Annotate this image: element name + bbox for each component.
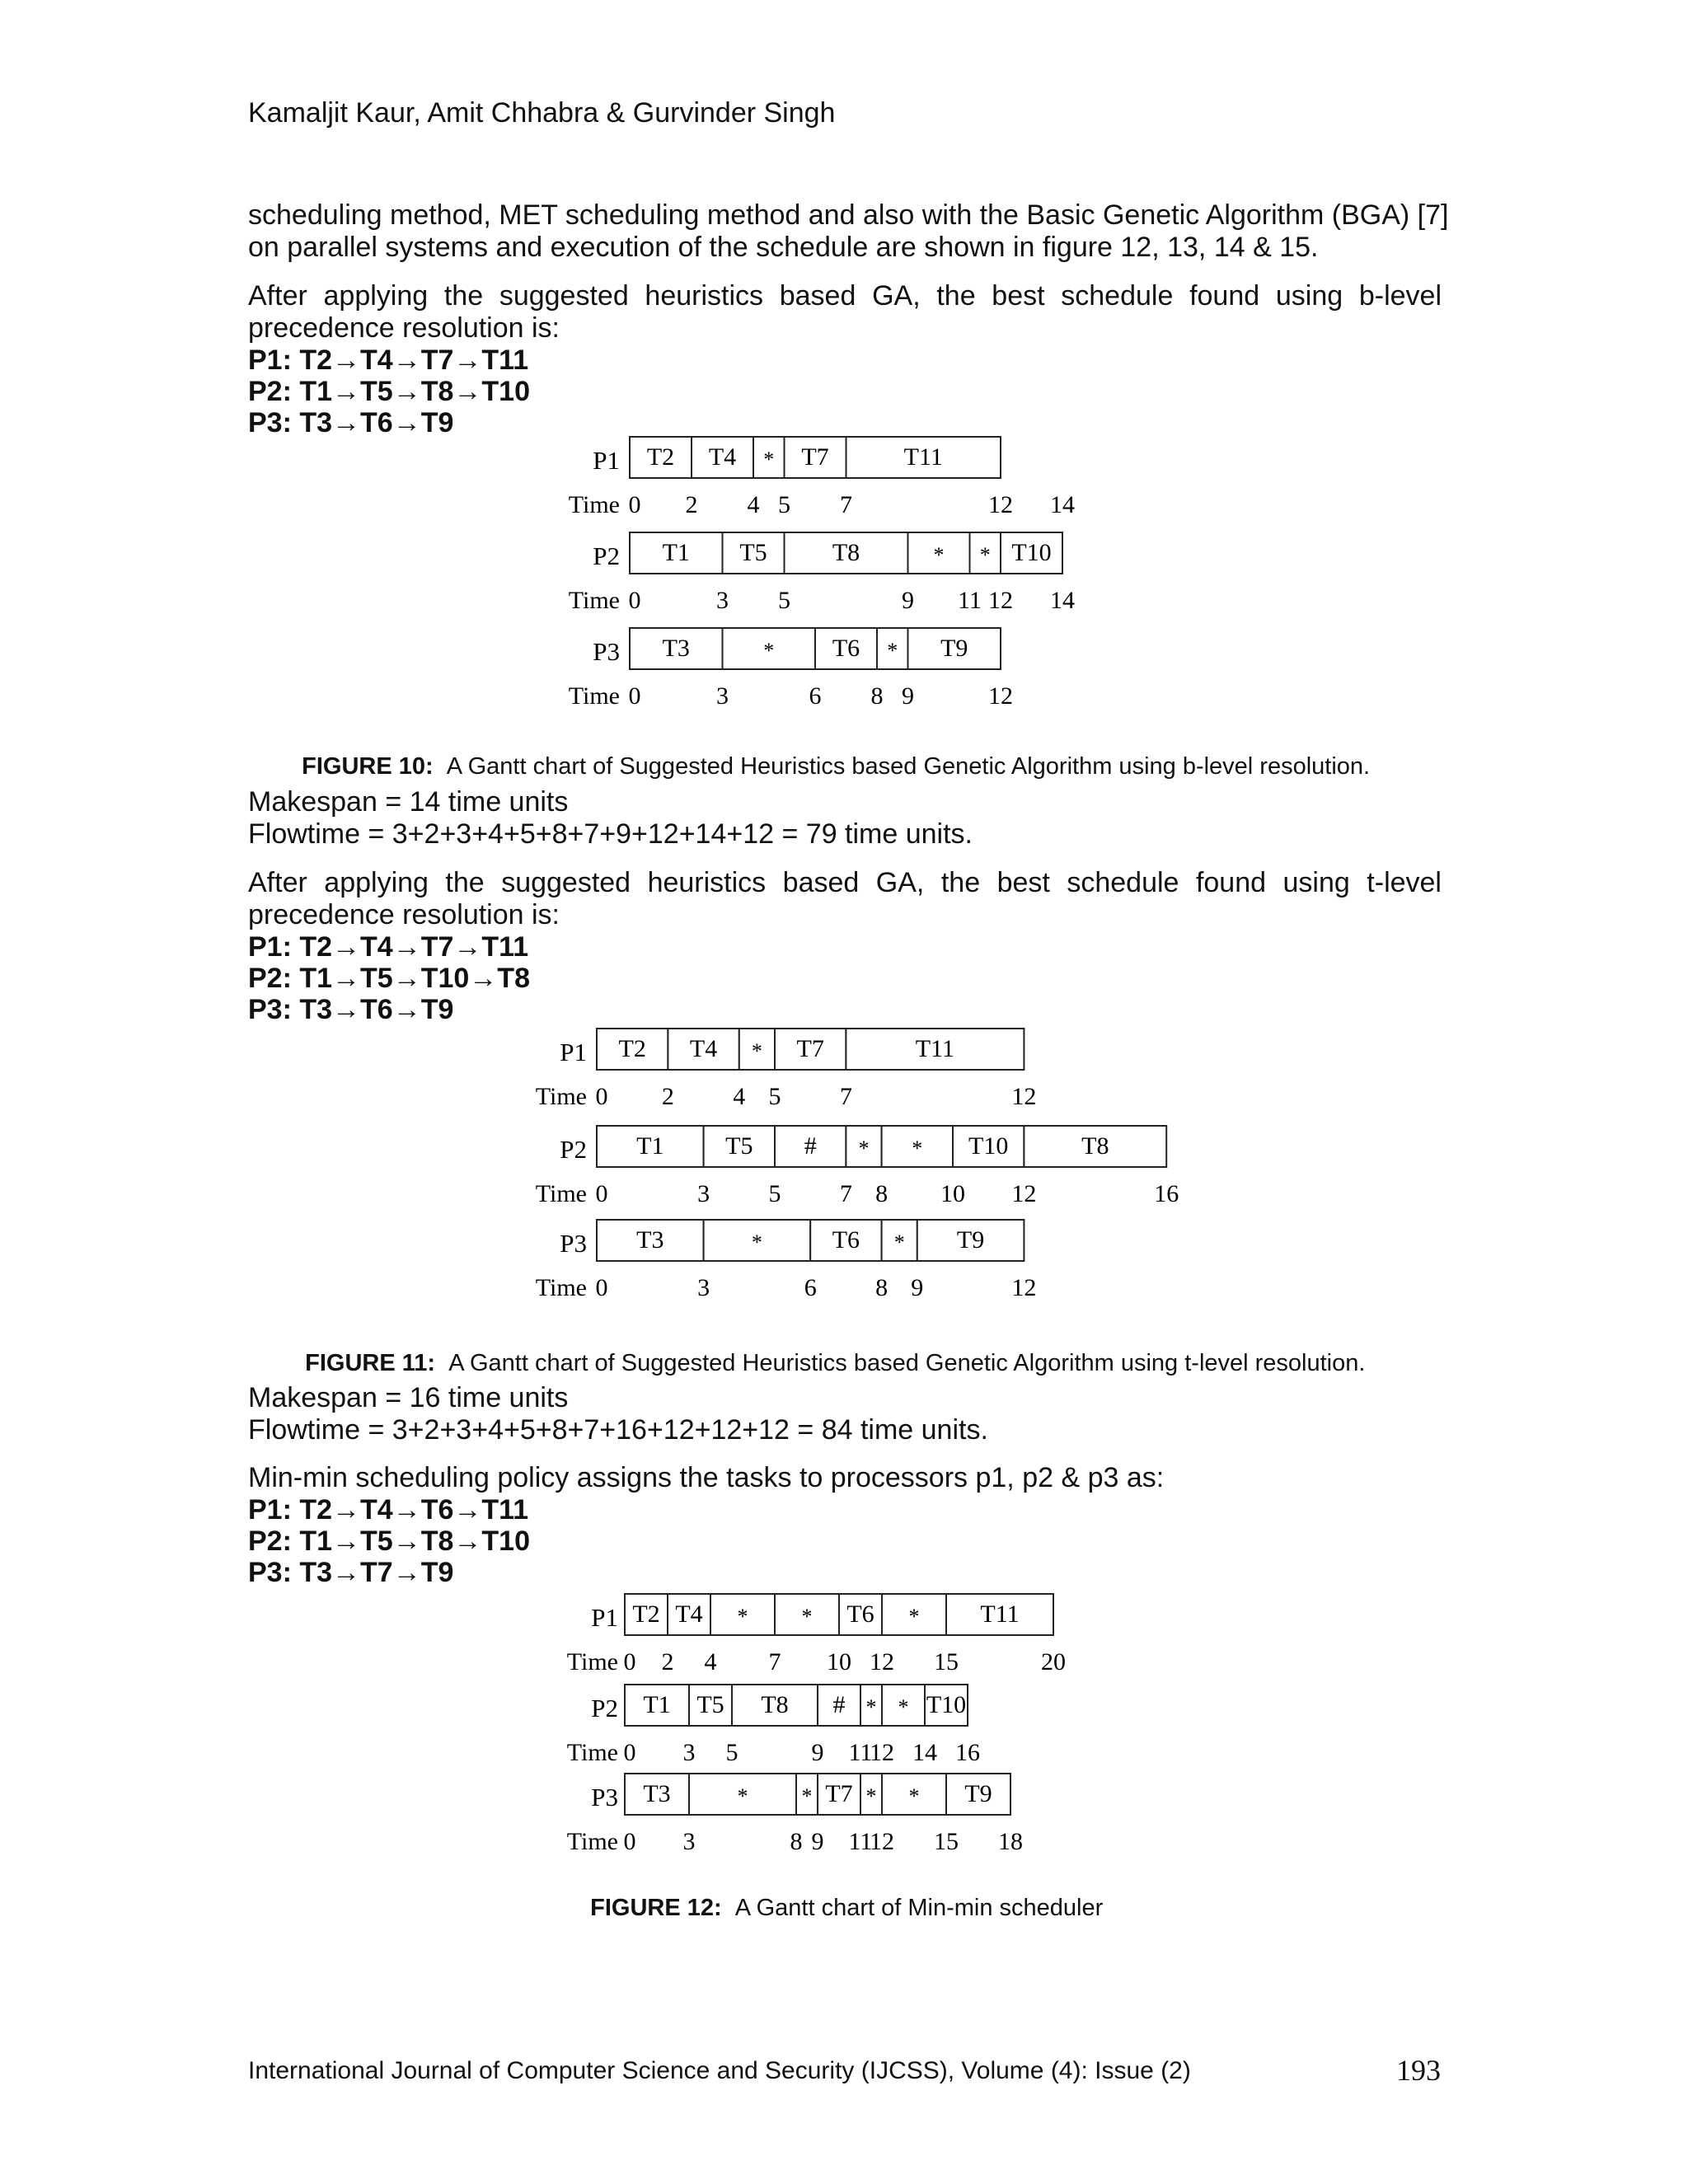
fig10-p3-tick-3: 8 bbox=[870, 682, 884, 710]
fig10-p3-cell-label-1: * bbox=[763, 639, 775, 663]
fig11-p2-cell-label-3: * bbox=[858, 1137, 870, 1160]
fig10-p2-tick-4: 11 bbox=[958, 587, 982, 614]
b-level-makespan: Makespan = 14 time units bbox=[248, 786, 569, 818]
fig11-p2-tick-4: 8 bbox=[875, 1180, 889, 1207]
fig11-p2-cell-label-4: * bbox=[912, 1137, 923, 1160]
fig12-p3-tick-7: 18 bbox=[998, 1828, 1023, 1855]
running-header: Kamaljit Kaur, Amit Chhabra & Gurvinder Singh bbox=[248, 97, 836, 129]
fig11-p1-tick-5: 12 bbox=[1011, 1083, 1037, 1110]
fig11-p2-tick-0: 0 bbox=[595, 1180, 608, 1207]
fig10-p1-cell-label-2: * bbox=[763, 448, 775, 471]
figure-11-text: A Gantt chart of Suggested Heuristics based Genetic Algorithm using t-level resolution. bbox=[448, 1350, 1366, 1376]
fig12-p1-tick-3: 7 bbox=[768, 1648, 781, 1675]
fig12-p2-tick-2: 5 bbox=[725, 1739, 738, 1766]
fig12-p1-cell-label-5: * bbox=[908, 1605, 920, 1629]
fig11-p2-cell-label-1: T5 bbox=[725, 1132, 753, 1160]
fig12-p2-cell-label-0: T1 bbox=[643, 1691, 671, 1718]
fig12-p1-cell-label-6: T11 bbox=[980, 1601, 1020, 1628]
fig11-p3-tick-3: 8 bbox=[875, 1274, 889, 1301]
fig10-p2-tick-3: 9 bbox=[902, 587, 914, 614]
fig11-p2-processor-label: P2 bbox=[560, 1135, 587, 1164]
fig11-p1-processor-label: P1 bbox=[560, 1038, 587, 1066]
intro-line-2: on parallel systems and execution of the schedule are shown in figure 12, 13, 14 & 15. bbox=[248, 232, 1319, 263]
fig12-p2-cell-label-5: * bbox=[898, 1695, 909, 1719]
fig10-p1-cell-label-0: T2 bbox=[646, 443, 675, 471]
fig12-p3-cell-label-5: * bbox=[908, 1784, 920, 1808]
fig12-p1-tick-1: 2 bbox=[661, 1648, 674, 1675]
fig12-p3-tick-4: 11 bbox=[848, 1828, 873, 1855]
fig12-p1-tick-2: 4 bbox=[704, 1648, 717, 1675]
fig11-p3-time-label: Time bbox=[535, 1274, 587, 1301]
page-number: 193 bbox=[1396, 2054, 1441, 2087]
fig11-p2-tick-1: 3 bbox=[697, 1180, 710, 1207]
fig11-p1-cell-label-0: T2 bbox=[618, 1035, 646, 1062]
fig12-p1-tick-4: 10 bbox=[827, 1648, 851, 1675]
fig11-p1-cell-label-4: T11 bbox=[915, 1035, 955, 1062]
fig11-p2-tick-3: 7 bbox=[839, 1180, 852, 1207]
fig10-p2-cell-label-2: T8 bbox=[832, 539, 860, 566]
fig12-p3-tick-1: 3 bbox=[682, 1828, 696, 1855]
fig11-p1-cell-label-3: T7 bbox=[796, 1035, 824, 1062]
t-level-schedule-p1: P1: T2→T4→T7→T11 bbox=[248, 931, 529, 963]
fig10-p1-cell-label-3: T7 bbox=[801, 443, 829, 471]
fig12-p2-processor-label: P2 bbox=[591, 1694, 618, 1722]
fig12-p3-cell-label-1: * bbox=[737, 1784, 748, 1808]
fig12-p2-cell-label-3: # bbox=[832, 1691, 846, 1718]
fig10-p1-tick-5: 12 bbox=[988, 491, 1013, 518]
fig12-p3-tick-0: 0 bbox=[623, 1828, 636, 1855]
fig12-p2-cell-label-2: T8 bbox=[761, 1691, 789, 1718]
fig10-p1-tick-4: 7 bbox=[840, 491, 852, 518]
fig10-p2-processor-label: P2 bbox=[593, 541, 620, 570]
fig12-p1-time-label: Time bbox=[566, 1648, 618, 1675]
min-min-paragraph: Min-min scheduling policy assigns the tasks to processors p1, p2 & p3 as: bbox=[248, 1462, 1165, 1493]
fig12-p2-tick-1: 3 bbox=[682, 1739, 696, 1766]
fig11-p1-tick-0: 0 bbox=[595, 1083, 608, 1110]
fig12-p3-tick-6: 15 bbox=[934, 1828, 959, 1855]
fig12-p1-cell-label-2: * bbox=[737, 1605, 748, 1629]
fig12-p2-tick-3: 9 bbox=[811, 1739, 824, 1766]
fig10-p2-cell-label-1: T5 bbox=[739, 539, 767, 566]
t-level-makespan: Makespan = 16 time units bbox=[248, 1382, 569, 1413]
fig12-p2-cell-label-4: * bbox=[865, 1695, 877, 1719]
b-level-schedule-p2: P2: T1→T5→T8→T10 bbox=[248, 376, 530, 407]
fig10-p1-time-label: Time bbox=[568, 491, 620, 518]
fig11-p3-cell-label-0: T3 bbox=[636, 1226, 664, 1254]
fig12-p1-cell-label-1: T4 bbox=[675, 1601, 703, 1628]
fig12-p1-cell-label-0: T2 bbox=[632, 1601, 660, 1628]
fig10-p3-cell-label-0: T3 bbox=[662, 635, 690, 662]
fig10-p3-tick-5: 12 bbox=[988, 682, 1013, 710]
fig11-p2-time-label: Time bbox=[535, 1180, 587, 1207]
fig12-p3-tick-3: 9 bbox=[811, 1828, 824, 1855]
fig12-p3-tick-5: 12 bbox=[870, 1828, 894, 1855]
t-level-flowtime: Flowtime = 3+2+3+4+5+8+7+16+12+12+12 = 84 time units. bbox=[248, 1414, 988, 1446]
fig12-p3-tick-2: 8 bbox=[790, 1828, 803, 1855]
fig10-p2-tick-1: 3 bbox=[716, 587, 729, 614]
fig11-p3-cell-label-2: T6 bbox=[832, 1226, 860, 1254]
fig11-p2-tick-5: 10 bbox=[940, 1180, 965, 1207]
journal-footer: International Journal of Computer Science and Security (IJCSS), Volume (4): Issue (2) bbox=[248, 2057, 1191, 2084]
fig11-p3-tick-0: 0 bbox=[595, 1274, 608, 1301]
fig10-p1-processor-label: P1 bbox=[593, 446, 620, 475]
fig11-p2-tick-6: 12 bbox=[1011, 1180, 1037, 1207]
fig12-p2-tick-5: 12 bbox=[870, 1739, 894, 1766]
figure-10-label: FIGURE 10: bbox=[302, 753, 434, 780]
fig10-p1-tick-1: 2 bbox=[685, 491, 698, 518]
fig11-p2-cell-label-5: T10 bbox=[968, 1132, 1009, 1160]
fig10-p3-cell-label-4: T9 bbox=[940, 635, 968, 662]
fig11-p1-tick-4: 7 bbox=[839, 1083, 852, 1110]
t-level-schedule-p3: P3: T3→T6→T9 bbox=[248, 994, 454, 1025]
fig10-p2-cell-label-3: * bbox=[933, 543, 945, 567]
fig12-p3-cell-label-2: * bbox=[801, 1784, 813, 1808]
fig10-p1-tick-6: 14 bbox=[1050, 491, 1075, 518]
fig10-p2-time-label: Time bbox=[568, 587, 620, 614]
fig10-p3-tick-2: 6 bbox=[809, 682, 822, 710]
fig10-p2-tick-2: 5 bbox=[778, 587, 790, 614]
fig10-p3-processor-label: P3 bbox=[593, 637, 620, 666]
b-level-paragraph: After applying the suggested heuristics based GA, the best schedule found using b-level precedence resolution is: bbox=[248, 280, 1442, 344]
fig11-p3-tick-4: 9 bbox=[911, 1274, 924, 1301]
fig10-p2-tick-6: 14 bbox=[1050, 587, 1075, 614]
fig10-p3-tick-1: 3 bbox=[716, 682, 729, 710]
fig12-p2-tick-4: 11 bbox=[848, 1739, 873, 1766]
fig12-p2-tick-0: 0 bbox=[623, 1739, 636, 1766]
fig11-p2-cell-label-2: # bbox=[804, 1132, 817, 1160]
b-level-flowtime: Flowtime = 3+2+3+4+5+8+7+9+12+14+12 = 79 time units. bbox=[248, 818, 973, 850]
fig11-p3-cell-label-3: * bbox=[893, 1230, 905, 1254]
fig10-p3-cell-label-3: * bbox=[887, 639, 898, 663]
fig11-p3-tick-5: 12 bbox=[1011, 1274, 1037, 1301]
fig12-p3-cell-label-0: T3 bbox=[643, 1780, 671, 1807]
fig12-p3-cell-label-3: T7 bbox=[825, 1780, 853, 1807]
fig12-p3-time-label: Time bbox=[566, 1828, 618, 1855]
min-min-schedule-p3: P3: T3→T7→T9 bbox=[248, 1557, 454, 1588]
fig11-p2-tick-7: 16 bbox=[1154, 1180, 1179, 1207]
fig10-p1-tick-0: 0 bbox=[628, 491, 641, 518]
fig11-p2-tick-2: 5 bbox=[768, 1180, 781, 1207]
figure-10-text: A Gantt chart of Suggested Heuristics based Genetic Algorithm using b-level resolution. bbox=[446, 753, 1371, 780]
fig11-p3-cell-label-4: T9 bbox=[956, 1226, 985, 1254]
fig12-p2-cell-label-6: T10 bbox=[926, 1691, 967, 1718]
fig12-p2-cell-label-1: T5 bbox=[696, 1691, 724, 1718]
fig12-p1-tick-6: 15 bbox=[934, 1648, 959, 1675]
fig11-p2-cell-label-0: T1 bbox=[636, 1132, 664, 1160]
fig10-p2-tick-0: 0 bbox=[628, 587, 641, 614]
fig10-p1-cell-label-4: T11 bbox=[903, 443, 943, 471]
fig12-p1-tick-7: 20 bbox=[1041, 1648, 1066, 1675]
figure-12-label: FIGURE 12: bbox=[590, 1895, 722, 1921]
fig10-p1-cell-label-1: T4 bbox=[708, 443, 737, 471]
fig12-p1-cell-label-4: T6 bbox=[846, 1601, 874, 1628]
fig11-p1-tick-3: 5 bbox=[768, 1083, 781, 1110]
t-level-schedule-p2: P2: T1→T5→T10→T8 bbox=[248, 963, 530, 994]
fig11-p1-tick-2: 4 bbox=[733, 1083, 746, 1110]
min-min-schedule-p2: P2: T1→T5→T8→T10 bbox=[248, 1526, 530, 1557]
fig11-p3-cell-label-1: * bbox=[751, 1230, 762, 1254]
intro-line-1: scheduling method, MET scheduling method and also with the Basic Genetic Algorithm (BGA) [7] bbox=[248, 199, 1449, 231]
fig10-p2-tick-5: 12 bbox=[988, 587, 1013, 614]
figure-11-label: FIGURE 11: bbox=[305, 1350, 436, 1376]
min-min-schedule-p1: P1: T2→T4→T6→T11 bbox=[248, 1494, 529, 1526]
fig12-p3-cell-label-4: * bbox=[865, 1784, 877, 1808]
t-level-paragraph: After applying the suggested heuristics based GA, the best schedule found using t-level precedence resolution is: bbox=[248, 867, 1442, 930]
fig11-p3-tick-2: 6 bbox=[804, 1274, 817, 1301]
fig12-p1-tick-5: 12 bbox=[870, 1648, 894, 1675]
fig10-p3-cell-label-2: T6 bbox=[832, 635, 860, 662]
fig12-p3-cell-label-6: T9 bbox=[964, 1780, 992, 1807]
fig12-p2-tick-6: 14 bbox=[912, 1739, 937, 1766]
fig12-p3-processor-label: P3 bbox=[591, 1783, 618, 1811]
fig12-p2-time-label: Time bbox=[566, 1739, 618, 1766]
fig10-p2-cell-label-5: T10 bbox=[1011, 539, 1052, 566]
figure-12-caption bbox=[577, 1868, 1103, 1922]
figure-12-text: A Gantt chart of Min-min scheduler bbox=[734, 1895, 1104, 1921]
fig11-p1-time-label: Time bbox=[535, 1083, 587, 1110]
fig10-p2-cell-label-4: * bbox=[979, 543, 991, 567]
fig11-p1-cell-label-2: * bbox=[751, 1039, 762, 1063]
fig11-p3-processor-label: P3 bbox=[560, 1229, 587, 1258]
fig11-p1-tick-1: 2 bbox=[661, 1083, 674, 1110]
fig10-p3-tick-0: 0 bbox=[628, 682, 641, 710]
fig12-p1-processor-label: P1 bbox=[591, 1603, 618, 1632]
fig10-p2-cell-label-0: T1 bbox=[662, 539, 690, 566]
fig10-p1-tick-3: 5 bbox=[778, 491, 790, 518]
fig11-p3-tick-1: 3 bbox=[697, 1274, 710, 1301]
fig12-p1-cell-label-3: * bbox=[801, 1605, 813, 1629]
fig11-p1-cell-label-1: T4 bbox=[689, 1035, 718, 1062]
fig10-p3-time-label: Time bbox=[568, 682, 620, 710]
fig12-p2-tick-7: 16 bbox=[955, 1739, 980, 1766]
fig10-p3-tick-4: 9 bbox=[902, 682, 914, 710]
fig10-p1-tick-2: 4 bbox=[747, 491, 760, 518]
fig11-p2-cell-label-6: T8 bbox=[1081, 1132, 1109, 1160]
fig12-p1-tick-0: 0 bbox=[623, 1648, 636, 1675]
b-level-schedule-p1: P1: T2→T4→T7→T11 bbox=[248, 344, 529, 376]
b-level-schedule-p3: P3: T3→T6→T9 bbox=[248, 407, 454, 438]
